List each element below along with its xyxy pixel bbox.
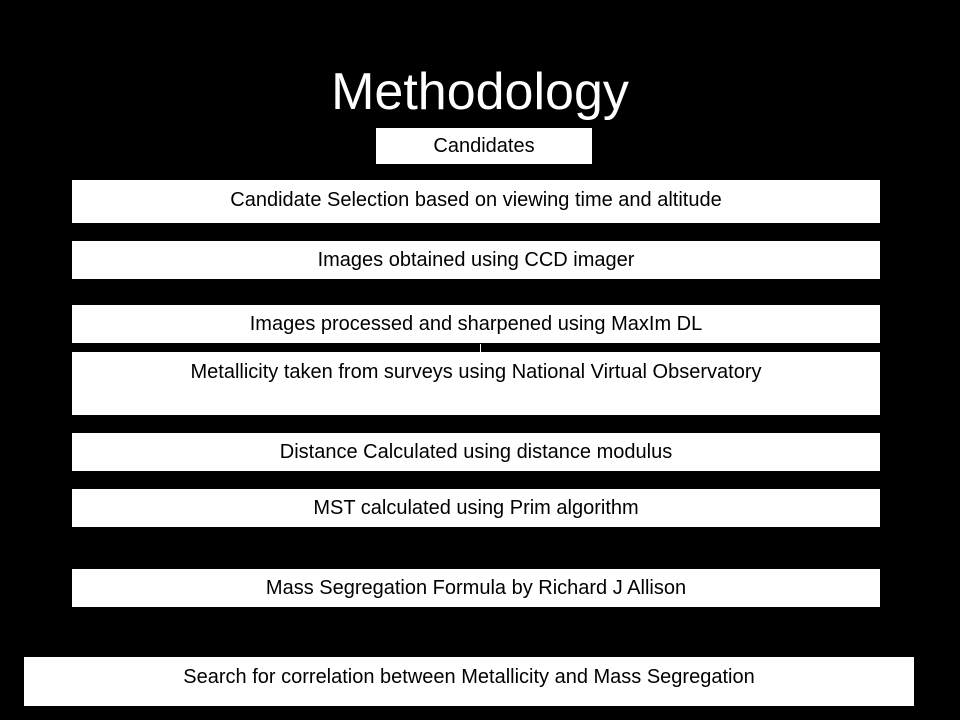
step-label: Candidates [433, 135, 535, 157]
step-label: Candidate Selection based on viewing time and altitude [230, 189, 722, 211]
step-label: MST calculated using Prim algorithm [313, 497, 639, 519]
step-metallicity [72, 352, 880, 415]
slide-title: Methodology [331, 63, 629, 121]
step-label: Search for correlation between Metallicity and Mass Segregation [183, 666, 755, 688]
step-label: Images obtained using CCD imager [317, 249, 635, 271]
step-images-processed [72, 305, 880, 343]
step-correlation-search [24, 657, 914, 706]
step-label: Distance Calculated using distance modulus [279, 441, 673, 463]
step-distance [72, 433, 880, 471]
step-label: Images processed and sharpened using MaxIm DL [249, 313, 703, 335]
step-label: Mass Segregation Formula by Richard J Allison [265, 577, 687, 599]
step-candidates [376, 128, 592, 164]
step-images-obtained [72, 241, 880, 279]
step-mst [72, 489, 880, 527]
step-candidate-selection [72, 180, 880, 223]
step-label: Metallicity taken from surveys using National Virtual Observatory [190, 361, 762, 383]
step-mass-segregation [72, 569, 880, 607]
